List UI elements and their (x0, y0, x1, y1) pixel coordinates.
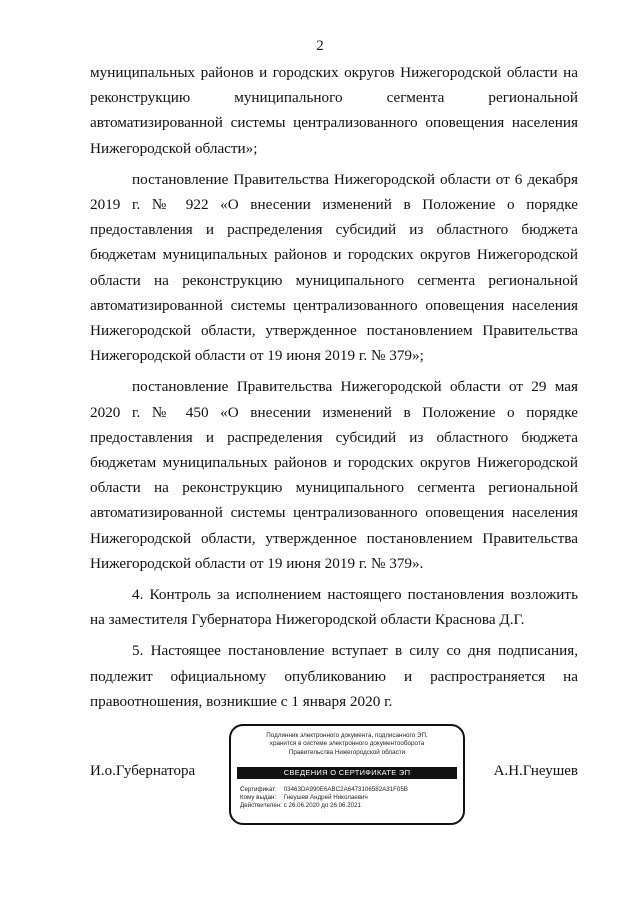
paragraph-decree-450: постановление Правительства Нижегородской области от 29 мая 2020 г. № 450 «О внесении изменений в Положение о порядке предоставления и распределения субсидий из областного бюджета бюджетам муниципальных районов и городских округов Нижегородской области на реконструкцию муниципального сегмента региональной автоматизированной системы централизованного оповещения населения Нижегородской области, утвержденное постановлением Правительства Нижегородской области от 19 июня 2019 г. № 379». (90, 378, 578, 572)
stamp-header: СВЕДЕНИЯ О СЕРТИФИКАТЕ ЭП (237, 767, 457, 779)
page-number: 2 (316, 38, 324, 54)
certificate-label: Сертификат: (240, 786, 277, 793)
signatory-name: А.Н.Гнеушев (493, 763, 578, 779)
document-body (90, 60, 578, 714)
valid-row (240, 802, 408, 810)
stamp-notice-line: Правительства Нижегородской области (288, 748, 406, 756)
paragraph-item-4: 4. Контроль за исполнением настоящего постановления возложить на заместителя Губернатора Нижегородской области Краснова Д.Г. (90, 586, 578, 629)
text-line: автоматизированной системы централизованного оповещения населения (90, 114, 578, 132)
text-line: реконструкцию муниципального сегмента региональной (90, 89, 578, 107)
text-line: муниципальных районов и городских округов Нижегородской области на (90, 64, 578, 81)
issued-to-value: Гнеушев Андрей Николаевич (283, 794, 368, 802)
signatory-position: И.о.Губернатора (90, 763, 196, 779)
paragraph-continuation (90, 60, 578, 161)
issued-to-row (240, 794, 408, 802)
paragraph-item-5: 5. Настоящее постановление вступает в силу со дня подписания, подлежит официальному опубликованию и распространяется на правоотношения, возникшие с 1 января 2020 г. (90, 642, 578, 710)
electronic-signature-stamp (229, 724, 465, 825)
certificate-details (240, 786, 408, 811)
certificate-row (240, 786, 408, 794)
stamp-notice-line: хранится в системе электронного документооборота (269, 740, 425, 748)
stamp-notice (231, 732, 463, 757)
valid-value: с 26.06.2020 до 26.06.2021 (283, 802, 361, 810)
issued-to-label: Кому выдан: (240, 794, 277, 802)
text-line: Нижегородской области»; (90, 139, 258, 157)
paragraph-decree-922: постановление Правительства Нижегородской области от 6 декабря 2019 г. № 922 «О внесении изменений в Положение о порядке предоставления и распределения субсидий из областного бюджета бюджетам муниципальных районов и городских округов Нижегородской области на реконструкцию муниципального сегмента региональной автоматизированной системы централизованного оповещения населения Нижегородской области, утвержденное постановлением Правительства Нижегородской области от 19 июня 2019 г. № 379»; (90, 170, 578, 365)
certificate-value: 03463DA990E6ABC2A6473106582A31F05B (283, 786, 408, 793)
valid-label: Действителен: (240, 802, 282, 810)
stamp-notice-line: Подлинник электронного документа, подписанного ЭП, (266, 732, 428, 739)
